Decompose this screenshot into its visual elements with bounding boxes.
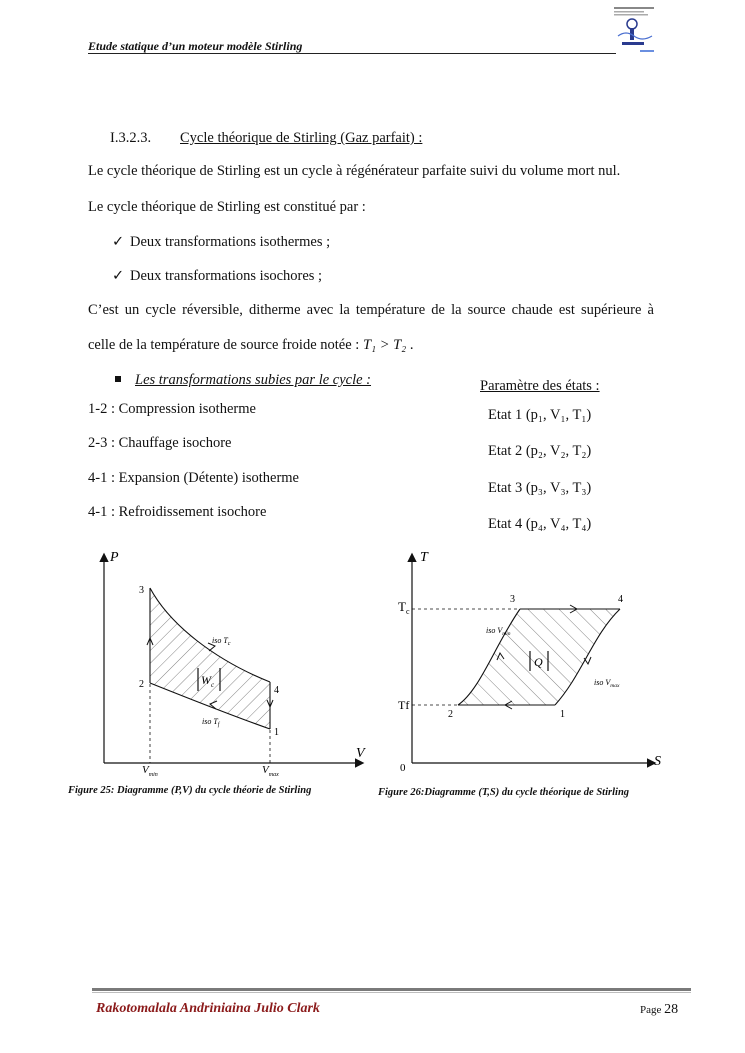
paragraph-reversible-line1: C’est un cycle réversible, ditherme avec la température de la source chaude est supérieure à: [88, 302, 654, 318]
bullet-isochoric: ✓ Deux transformations isochores ;: [112, 268, 323, 284]
tc-label: $T_c$: [398, 599, 410, 616]
iso-vmin-label: iso $V_{min}$: [486, 626, 511, 637]
running-header-title: Etude statique d’un moteur modèle Stirling: [88, 39, 303, 53]
origin-label: 0: [400, 762, 406, 774]
vmin-label: $V_{min}$: [142, 764, 158, 778]
paragraph-composition: Le cycle théorique de Stirling est constitué par :: [88, 199, 366, 215]
state-item: Etat 3 (p₃, V₃, T₃): [488, 480, 592, 496]
heat-label: Q: [534, 655, 543, 669]
point-label: 4: [618, 594, 623, 605]
section-title: Cycle théorique de Stirling (Gaz parfait) :: [180, 130, 423, 146]
point-label: 2: [139, 679, 144, 690]
point-label: 4: [274, 685, 279, 696]
point-label: 1: [274, 727, 279, 738]
footer-rule-shadow: [92, 992, 691, 993]
header-rule: [88, 53, 616, 54]
bullet-isothermal: ✓ Deux transformations isothermes ;: [112, 234, 331, 250]
iso-tf-label: iso $T_f$: [202, 717, 220, 728]
state-item: Etat 2 (p₂, V₂, T₂): [488, 443, 592, 459]
state-item: Etat 1 (p₁, V₁, T₁): [488, 407, 592, 423]
square-bullet-icon: [115, 376, 121, 382]
point-label: 3: [139, 585, 144, 596]
transformation-item: 4-1 : Refroidissement isochore: [88, 504, 267, 520]
checkmark-icon: ✓: [112, 268, 125, 284]
s-axis-label: S: [654, 754, 661, 769]
iso-tc-label: iso $T_c$: [212, 636, 231, 647]
stirling-engine-logo-icon: [612, 6, 658, 56]
checkmark-icon: ✓: [112, 234, 125, 250]
page-number: Page 28: [640, 1002, 679, 1017]
transformations-heading: Les transformations subies par le cycle :: [115, 372, 371, 389]
iso-vmax-label: iso $V_{max}$: [594, 678, 620, 689]
footer-rule: [92, 988, 691, 991]
transformation-item: 1-2 : Compression isotherme: [88, 401, 256, 417]
point-label: 3: [510, 594, 515, 605]
states-heading: Paramètre des états :: [480, 378, 600, 394]
paragraph-definition: Le cycle théorique de Stirling est un cycle à régénérateur parfaite suivi du volume mort nul.: [88, 163, 621, 179]
section-number: I.3.2.3.: [110, 130, 152, 146]
work-label: $W_c$: [201, 673, 215, 689]
point-label: 2: [448, 709, 453, 720]
cycle-area: [150, 588, 270, 729]
pv-diagram: [90, 545, 380, 781]
paragraph-reversible-line2: celle de la température de source froide notée : T₁ > T₂ .: [88, 337, 414, 353]
figure-26-caption: Figure 26:Diagramme (T,S) du cycle théorique de Stirling: [378, 787, 630, 798]
tf-label: Tf: [398, 698, 410, 712]
v-axis-label: V: [356, 746, 365, 761]
state-item: Etat 4 (p₄, V₄, T₄): [488, 516, 592, 532]
ts-diagram: [370, 545, 680, 781]
temperature-inequality: T₁ > T₂: [362, 337, 407, 353]
vmax-label: $V_{max}$: [262, 764, 279, 778]
transformation-item: 4-1 : Expansion (Détente) isotherme: [88, 470, 299, 486]
t-axis-label: T: [420, 550, 428, 565]
transformation-item: 2-3 : Chauffage isochore: [88, 435, 232, 451]
figure-25-caption: Figure 25: Diagramme (P,V) du cycle théorie de Stirling: [68, 785, 312, 796]
footer-author: Rakotomalala Andriniaina Julio Clark: [96, 1001, 320, 1016]
point-label: 1: [560, 709, 565, 720]
p-axis-label: P: [110, 550, 119, 565]
